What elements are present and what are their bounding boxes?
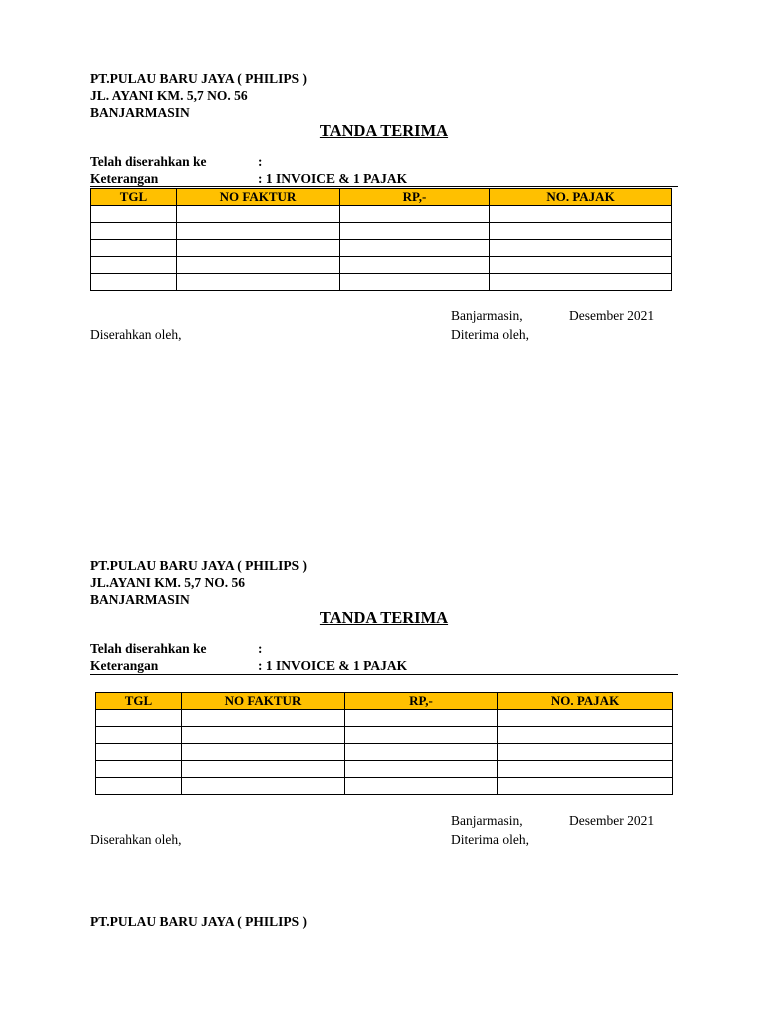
company-name-partial-receipt: PT.PULAU BARU JAYA ( PHILIPS ) xyxy=(90,914,308,929)
table-row xyxy=(91,274,672,291)
table-row xyxy=(96,744,673,761)
place-label: Banjarmasin, xyxy=(451,308,523,323)
table-cell[interactable] xyxy=(498,761,673,778)
document-title: TANDA TERIMA xyxy=(319,608,449,627)
notes-label: Keterangan xyxy=(90,171,159,186)
header-rp: RP,- xyxy=(345,693,498,710)
table-cell[interactable] xyxy=(96,778,182,795)
handed-to-label: Telah diserahkan ke xyxy=(90,154,207,169)
company-name: PT.PULAU BARU JAYA ( PHILIPS ) xyxy=(90,71,308,86)
table-cell[interactable] xyxy=(91,240,177,257)
table-cell[interactable] xyxy=(91,274,177,291)
table-cell[interactable] xyxy=(340,257,490,274)
table-cell[interactable] xyxy=(498,727,673,744)
table-cell[interactable] xyxy=(182,778,345,795)
company-block xyxy=(90,70,307,121)
company-city: BANJARMASIN xyxy=(90,105,190,120)
table-cell[interactable] xyxy=(345,710,498,727)
header-rp: RP,- xyxy=(340,189,490,206)
table-cell[interactable] xyxy=(490,257,672,274)
table-cell[interactable] xyxy=(182,761,345,778)
table-row xyxy=(91,257,672,274)
header-no-faktur: NO FAKTUR xyxy=(177,189,340,206)
handed-by-label: Diserahkan oleh, xyxy=(90,327,182,342)
divider-line xyxy=(90,674,678,675)
table-cell[interactable] xyxy=(340,223,490,240)
table-cell[interactable] xyxy=(91,223,177,240)
table-cell[interactable] xyxy=(340,240,490,257)
table-row xyxy=(91,223,672,240)
table-cell[interactable] xyxy=(182,727,345,744)
table-cell[interactable] xyxy=(340,206,490,223)
handed-to-label: Telah diserahkan ke xyxy=(90,641,207,656)
handed-by-label: Diserahkan oleh, xyxy=(90,832,182,847)
notes-label: Keterangan xyxy=(90,658,159,673)
table-row xyxy=(96,727,673,744)
table-row xyxy=(96,761,673,778)
table-row xyxy=(96,710,673,727)
company-city: BANJARMASIN xyxy=(90,592,190,607)
notes-value: : 1 INVOICE & 1 PAJAK xyxy=(258,658,408,673)
table-cell[interactable] xyxy=(182,710,345,727)
receipt-table xyxy=(95,692,673,795)
table-cell[interactable] xyxy=(345,727,498,744)
handed-to-value: : xyxy=(258,641,263,656)
table-cell[interactable] xyxy=(177,240,340,257)
table-cell[interactable] xyxy=(498,744,673,761)
notes-value: : 1 INVOICE & 1 PAJAK xyxy=(258,171,408,186)
table-cell[interactable] xyxy=(96,710,182,727)
place-label: Banjarmasin, xyxy=(451,813,523,828)
table-cell[interactable] xyxy=(345,778,498,795)
date-label: Desember 2021 xyxy=(569,813,655,828)
table-row xyxy=(91,240,672,257)
table-cell[interactable] xyxy=(182,744,345,761)
document-title: TANDA TERIMA xyxy=(319,121,449,140)
company-block xyxy=(90,557,307,608)
handed-to-value: : xyxy=(258,154,263,169)
header-tgl: TGL xyxy=(96,693,182,710)
table-cell[interactable] xyxy=(340,274,490,291)
table-cell[interactable] xyxy=(177,257,340,274)
received-by-label: Diterima oleh, xyxy=(451,327,529,342)
company-name: PT.PULAU BARU JAYA ( PHILIPS ) xyxy=(90,558,308,573)
date-label: Desember 2021 xyxy=(569,308,655,323)
table-cell[interactable] xyxy=(345,744,498,761)
header-tgl: TGL xyxy=(91,189,177,206)
table-cell[interactable] xyxy=(490,206,672,223)
divider-line xyxy=(90,186,678,187)
company-address: JL.AYANI KM. 5,7 NO. 56 xyxy=(90,575,246,590)
table-cell[interactable] xyxy=(177,206,340,223)
company-address: JL. AYANI KM. 5,7 NO. 56 xyxy=(90,88,248,103)
table-cell[interactable] xyxy=(96,761,182,778)
table-cell[interactable] xyxy=(96,727,182,744)
table-cell[interactable] xyxy=(498,710,673,727)
table-cell[interactable] xyxy=(177,274,340,291)
table-cell[interactable] xyxy=(490,223,672,240)
table-cell[interactable] xyxy=(177,223,340,240)
table-cell[interactable] xyxy=(91,257,177,274)
receipt-table xyxy=(90,188,672,291)
table-cell[interactable] xyxy=(345,761,498,778)
table-row xyxy=(91,206,672,223)
header-no-pajak: NO. PAJAK xyxy=(498,693,673,710)
table-cell[interactable] xyxy=(490,240,672,257)
header-no-pajak: NO. PAJAK xyxy=(490,189,672,206)
table-row xyxy=(96,778,673,795)
table-cell[interactable] xyxy=(91,206,177,223)
received-by-label: Diterima oleh, xyxy=(451,832,529,847)
table-cell[interactable] xyxy=(96,744,182,761)
table-cell[interactable] xyxy=(490,274,672,291)
table-cell[interactable] xyxy=(498,778,673,795)
header-no-faktur: NO FAKTUR xyxy=(182,693,345,710)
